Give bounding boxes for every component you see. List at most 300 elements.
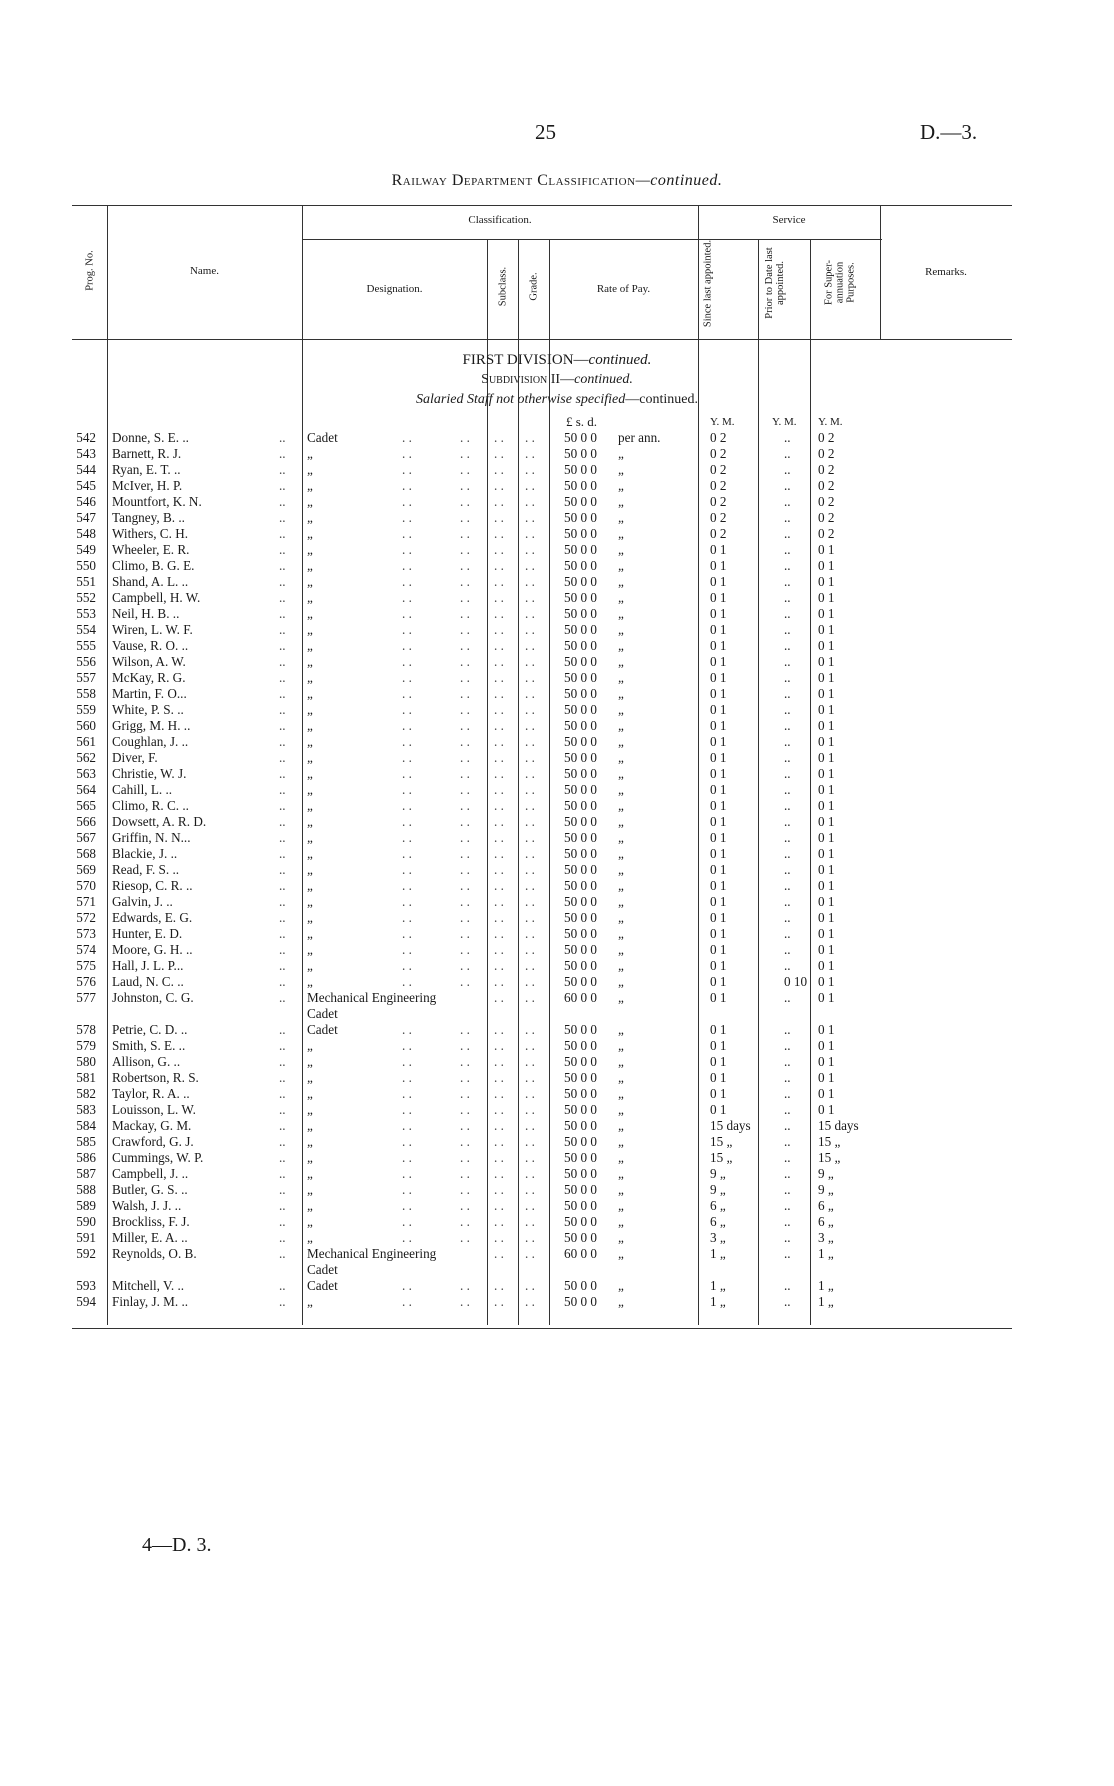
leader-dots: .. — [279, 878, 286, 893]
table-row — [0, 814, 1114, 830]
grade-dots: . . — [525, 494, 535, 509]
pay-unit: „ — [618, 686, 624, 701]
pay-unit: „ — [618, 638, 624, 653]
designation: „ — [307, 622, 313, 637]
subclass-dots: . . — [494, 1134, 504, 1149]
prog-no: 551 — [76, 574, 96, 589]
service-since-last: 0 1 — [710, 590, 727, 605]
designation: „ — [307, 654, 313, 669]
grade-dots: . . — [525, 622, 535, 637]
rate-of-pay: 60 0 0 — [564, 990, 597, 1005]
subclass-dots: . . — [494, 1086, 504, 1101]
prog-no: 594 — [76, 1294, 96, 1309]
rate-of-pay: 50 0 0 — [564, 1278, 597, 1293]
staff-name: Campbell, H. W. — [112, 590, 201, 605]
subclass-dots: . . — [494, 814, 504, 829]
prog-no: 578 — [76, 1022, 96, 1037]
designation: „ — [307, 798, 313, 813]
subclass-dots: . . — [494, 990, 504, 1005]
pay-unit: „ — [618, 558, 624, 573]
table-row — [0, 766, 1114, 782]
prog-no: 560 — [76, 718, 96, 733]
leader-dots: . . — [402, 1118, 412, 1133]
prog-no: 552 — [76, 590, 96, 605]
rate-of-pay: 50 0 0 — [564, 910, 597, 925]
leader-dots: .. — [279, 1230, 286, 1245]
leader-dots: . . — [402, 606, 412, 621]
service-since-last: 0 1 — [710, 622, 727, 637]
rate-of-pay: 50 0 0 — [564, 894, 597, 909]
service-superannuation: 0 1 — [818, 862, 835, 877]
rate-of-pay: 50 0 0 — [564, 958, 597, 973]
leader-dots: . . — [460, 702, 470, 717]
leader-dots: . . — [460, 622, 470, 637]
pay-unit: „ — [618, 494, 624, 509]
prog-no: 547 — [76, 510, 96, 525]
staff-name: Mitchell, V. .. — [112, 1278, 185, 1293]
leader-dots: . . — [460, 750, 470, 765]
service-prior: .. — [784, 462, 791, 477]
pay-unit: „ — [618, 1182, 624, 1197]
staff-name: Johnston, C. G. — [112, 990, 194, 1005]
prog-no: 575 — [76, 958, 96, 973]
staff-heading — [0, 392, 1114, 408]
service-prior: .. — [784, 830, 791, 845]
prog-no: 544 — [76, 462, 96, 477]
rate-of-pay: 50 0 0 — [564, 1086, 597, 1101]
prog-no: 566 — [76, 814, 96, 829]
grade-dots: . . — [525, 1102, 535, 1117]
service-superannuation: 1 „ — [818, 1294, 834, 1309]
staff-name: Coughlan, J. .. — [112, 734, 189, 749]
grade-dots: . . — [525, 558, 535, 573]
table-row — [0, 1246, 1114, 1262]
designation: „ — [307, 1054, 313, 1069]
service-superannuation: 0 2 — [818, 462, 835, 477]
service-since-last: 0 1 — [710, 686, 727, 701]
subdivision-heading — [0, 372, 1114, 388]
table-row — [0, 542, 1114, 558]
subclass-dots: . . — [494, 606, 504, 621]
designation: „ — [307, 702, 313, 717]
subdivision-continued: continued. — [574, 372, 633, 387]
rate-of-pay: 50 0 0 — [564, 1166, 597, 1181]
subclass-dots: . . — [494, 734, 504, 749]
pay-unit: „ — [618, 1198, 624, 1213]
prog-no: 562 — [76, 750, 96, 765]
staff-name: Shand, A. L. .. — [112, 574, 189, 589]
leader-dots: .. — [279, 1134, 286, 1149]
service-since-last: 0 1 — [710, 702, 727, 717]
rate-of-pay: 50 0 0 — [564, 622, 597, 637]
subclass-dots: . . — [494, 510, 504, 525]
service-since-last: 1 „ — [710, 1246, 726, 1261]
service-prior: .. — [784, 862, 791, 877]
rate-of-pay: 50 0 0 — [564, 782, 597, 797]
service-superannuation: 0 1 — [818, 1038, 835, 1053]
leader-dots: . . — [460, 1022, 470, 1037]
prog-no: 577 — [76, 990, 96, 1005]
service-superannuation: 0 1 — [818, 686, 835, 701]
table-row — [0, 750, 1114, 766]
leader-dots: . . — [460, 574, 470, 589]
title-main: Railway Department Classification — [391, 172, 636, 189]
staff-name: Finlay, J. M. .. — [112, 1294, 189, 1309]
designation: „ — [307, 1134, 313, 1149]
service-superannuation: 0 1 — [818, 542, 835, 557]
prog-no: 584 — [76, 1118, 96, 1133]
rate-of-pay: 50 0 0 — [564, 1038, 597, 1053]
subclass-dots: . . — [494, 1230, 504, 1245]
prog-no: 545 — [76, 478, 96, 493]
leader-dots: . . — [402, 654, 412, 669]
service-prior: .. — [784, 606, 791, 621]
service-prior: .. — [784, 510, 791, 525]
leader-dots: . . — [460, 590, 470, 605]
pay-unit: „ — [618, 718, 624, 733]
staff-label: Salaried Staff not otherwise specified — [416, 392, 626, 407]
service-superannuation: 15 „ — [818, 1150, 841, 1165]
prog-no: 571 — [76, 894, 96, 909]
leader-dots: .. — [279, 1054, 286, 1069]
subdivision-label: Subdivision II— — [481, 372, 575, 387]
leader-dots: . . — [460, 1086, 470, 1101]
service-prior: .. — [784, 846, 791, 861]
prog-no: 558 — [76, 686, 96, 701]
since-units: Y. M. — [710, 416, 735, 428]
subclass-dots: . . — [494, 686, 504, 701]
leader-dots: . . — [460, 910, 470, 925]
designation: „ — [307, 894, 313, 909]
service-superannuation: 1 „ — [818, 1246, 834, 1261]
service-since-last: 0 1 — [710, 814, 727, 829]
designation: „ — [307, 782, 313, 797]
leader-dots: .. — [279, 926, 286, 941]
designation: Mechanical Engineering — [307, 990, 437, 1005]
service-since-last: 0 1 — [710, 862, 727, 877]
leader-dots: . . — [402, 718, 412, 733]
staff-name: Cahill, L. .. — [112, 782, 173, 797]
table-row — [0, 910, 1114, 926]
leader-dots: . . — [402, 750, 412, 765]
leader-dots: . . — [402, 430, 412, 445]
grade-dots: . . — [525, 1150, 535, 1165]
staff-name: Cummings, W. P. — [112, 1150, 204, 1165]
leader-dots: . . — [402, 1294, 412, 1309]
table-row — [0, 990, 1114, 1006]
table-row — [0, 1198, 1114, 1214]
pay-unit: „ — [618, 910, 624, 925]
service-prior: .. — [784, 1246, 791, 1261]
subclass-dots: . . — [494, 1150, 504, 1165]
rate-of-pay: 50 0 0 — [564, 478, 597, 493]
staff-name: White, P. S. .. — [112, 702, 184, 717]
subclass-dots: . . — [494, 542, 504, 557]
service-prior: .. — [784, 1230, 791, 1245]
prog-no: 587 — [76, 1166, 96, 1181]
leader-dots: .. — [279, 846, 286, 861]
grade-dots: . . — [525, 446, 535, 461]
grade-dots: . . — [525, 1134, 535, 1149]
grade-dots: . . — [525, 590, 535, 605]
service-superannuation: 6 „ — [818, 1214, 834, 1229]
pay-unit: „ — [618, 670, 624, 685]
leader-dots: . . — [402, 494, 412, 509]
pay-unit: „ — [618, 1118, 624, 1133]
leader-dots: . . — [402, 1086, 412, 1101]
prog-no: 588 — [76, 1182, 96, 1197]
grade-dots: . . — [525, 990, 535, 1005]
leader-dots: . . — [460, 974, 470, 989]
service-since-last: 0 2 — [710, 526, 727, 541]
leader-dots: .. — [279, 1022, 286, 1037]
service-superannuation: 0 1 — [818, 894, 835, 909]
prog-no: 543 — [76, 446, 96, 461]
leader-dots: . . — [460, 798, 470, 813]
prog-no: 572 — [76, 910, 96, 925]
subclass-dots: . . — [494, 1198, 504, 1213]
grade-dots: . . — [525, 894, 535, 909]
service-superannuation: 0 1 — [818, 654, 835, 669]
leader-dots: . . — [460, 1118, 470, 1133]
rate-of-pay: 50 0 0 — [564, 430, 597, 445]
staff-name: Edwards, E. G. — [112, 910, 193, 925]
pay-unit: „ — [618, 926, 624, 941]
table-row — [0, 1230, 1114, 1246]
table-row — [0, 1166, 1114, 1182]
leader-dots: . . — [402, 766, 412, 781]
grade-dots: . . — [525, 462, 535, 477]
service-superannuation: 0 2 — [818, 478, 835, 493]
header-classification: Classification. — [468, 214, 532, 226]
leader-dots: . . — [402, 1054, 412, 1069]
service-prior: .. — [784, 526, 791, 541]
subclass-dots: . . — [494, 558, 504, 573]
header-rate-of-pay: Rate of Pay. — [596, 283, 651, 295]
service-superannuation: 0 1 — [818, 606, 835, 621]
service-superannuation: 0 1 — [818, 1102, 835, 1117]
service-prior: .. — [784, 910, 791, 925]
staff-name: Reynolds, O. B. — [112, 1246, 197, 1261]
service-superannuation: 0 2 — [818, 494, 835, 509]
service-superannuation: 0 1 — [818, 910, 835, 925]
leader-dots: . . — [460, 718, 470, 733]
leader-dots: . . — [460, 830, 470, 845]
pay-unit: „ — [618, 1230, 624, 1245]
grade-dots: . . — [525, 814, 535, 829]
service-superannuation: 0 1 — [818, 718, 835, 733]
pay-unit: „ — [618, 894, 624, 909]
table-row — [0, 894, 1114, 910]
leader-dots: .. — [279, 734, 286, 749]
prog-no: 592 — [76, 1246, 96, 1261]
pay-unit: „ — [618, 958, 624, 973]
prog-no: 585 — [76, 1134, 96, 1149]
service-since-last: 0 1 — [710, 990, 727, 1005]
leader-dots: . . — [460, 878, 470, 893]
service-superannuation: 0 1 — [818, 830, 835, 845]
service-since-last: 0 1 — [710, 846, 727, 861]
designation: „ — [307, 830, 313, 845]
subclass-dots: . . — [494, 494, 504, 509]
pay-unit: „ — [618, 590, 624, 605]
header-bottom-rule — [72, 339, 1012, 340]
pay-unit: „ — [618, 478, 624, 493]
service-superannuation: 0 1 — [818, 990, 835, 1005]
leader-dots: . . — [460, 734, 470, 749]
leader-dots: .. — [279, 1246, 286, 1261]
prog-no: 580 — [76, 1054, 96, 1069]
staff-name: Allison, G. .. — [112, 1054, 181, 1069]
service-since-last: 0 1 — [710, 1054, 727, 1069]
designation: Cadet — [307, 1022, 338, 1037]
prog-no: 563 — [76, 766, 96, 781]
service-superannuation: 0 1 — [818, 750, 835, 765]
designation: „ — [307, 590, 313, 605]
subclass-dots: . . — [494, 942, 504, 957]
grade-dots: . . — [525, 638, 535, 653]
service-prior: .. — [784, 670, 791, 685]
service-since-last: 0 2 — [710, 494, 727, 509]
subclass-dots: . . — [494, 430, 504, 445]
prog-no: 556 — [76, 654, 96, 669]
subclass-dots: . . — [494, 1278, 504, 1293]
service-since-last: 0 2 — [710, 430, 727, 445]
staff-name: Taylor, R. A. .. — [112, 1086, 190, 1101]
service-since-last: 1 „ — [710, 1294, 726, 1309]
leader-dots: .. — [279, 494, 286, 509]
grade-dots: . . — [525, 670, 535, 685]
pay-unit: „ — [618, 1086, 624, 1101]
table-row — [0, 1102, 1114, 1118]
grade-dots: . . — [525, 510, 535, 525]
service-prior: .. — [784, 1278, 791, 1293]
pay-unit: „ — [618, 606, 624, 621]
staff-name: Riesop, C. R. .. — [112, 878, 193, 893]
prog-no: 553 — [76, 606, 96, 621]
pay-unit: „ — [618, 1278, 624, 1293]
service-since-last: 0 1 — [710, 1038, 727, 1053]
table-row — [0, 574, 1114, 590]
designation: „ — [307, 846, 313, 861]
leader-dots: .. — [279, 574, 286, 589]
leader-dots: .. — [279, 1150, 286, 1165]
pay-unit: „ — [618, 750, 624, 765]
subclass-dots: . . — [494, 526, 504, 541]
designation: „ — [307, 1150, 313, 1165]
service-prior: .. — [784, 1198, 791, 1213]
prog-no: 548 — [76, 526, 96, 541]
table-row — [0, 718, 1114, 734]
subclass-dots: . . — [494, 766, 504, 781]
leader-dots: .. — [279, 814, 286, 829]
service-since-last: 0 1 — [710, 1070, 727, 1085]
leader-dots: . . — [460, 542, 470, 557]
table-row — [0, 590, 1114, 606]
service-superannuation: 0 2 — [818, 510, 835, 525]
pay-unit: „ — [618, 798, 624, 813]
service-superannuation: 0 1 — [818, 1086, 835, 1101]
leader-dots: . . — [460, 670, 470, 685]
table-row — [0, 526, 1114, 542]
service-since-last: 0 1 — [710, 894, 727, 909]
leader-dots: . . — [460, 1230, 470, 1245]
rate-of-pay: 50 0 0 — [564, 1214, 597, 1229]
staff-name: Crawford, G. J. — [112, 1134, 194, 1149]
grade-dots: . . — [525, 798, 535, 813]
leader-dots: . . — [402, 974, 412, 989]
leader-dots: . . — [402, 478, 412, 493]
prog-no: 554 — [76, 622, 96, 637]
service-superannuation: 0 1 — [818, 798, 835, 813]
service-prior: .. — [784, 702, 791, 717]
leader-dots: . . — [460, 526, 470, 541]
prog-no: 542 — [76, 430, 96, 445]
leader-dots: . . — [402, 830, 412, 845]
leader-dots: . . — [460, 478, 470, 493]
pay-unit: „ — [618, 1070, 624, 1085]
prog-no: 567 — [76, 830, 96, 845]
staff-name: Louisson, L. W. — [112, 1102, 196, 1117]
service-prior: .. — [784, 478, 791, 493]
leader-dots: .. — [279, 798, 286, 813]
leader-dots: . . — [402, 1038, 412, 1053]
leader-dots: .. — [279, 510, 286, 525]
designation: „ — [307, 910, 313, 925]
leader-dots: .. — [279, 686, 286, 701]
service-since-last: 0 2 — [710, 462, 727, 477]
service-superannuation: 0 2 — [818, 526, 835, 541]
table-row — [0, 1118, 1114, 1134]
service-prior: .. — [784, 958, 791, 973]
subclass-dots: . . — [494, 718, 504, 733]
leader-dots: .. — [279, 430, 286, 445]
staff-name: Read, F. S. .. — [112, 862, 180, 877]
service-superannuation: 0 1 — [818, 670, 835, 685]
leader-dots: . . — [402, 1182, 412, 1197]
leader-dots: . . — [402, 542, 412, 557]
prog-no: 593 — [76, 1278, 96, 1293]
designation: „ — [307, 542, 313, 557]
leader-dots: . . — [460, 782, 470, 797]
leader-dots: . . — [460, 686, 470, 701]
service-prior: .. — [784, 878, 791, 893]
staff-name: Grigg, M. H. .. — [112, 718, 191, 733]
subclass-dots: . . — [494, 702, 504, 717]
pay-unit: „ — [618, 942, 624, 957]
prog-no: 549 — [76, 542, 96, 557]
table-row — [0, 462, 1114, 478]
leader-dots: . . — [402, 862, 412, 877]
leader-dots: . . — [460, 894, 470, 909]
service-since-last: 15 „ — [710, 1134, 733, 1149]
pay-unit: „ — [618, 862, 624, 877]
grade-dots: . . — [525, 1086, 535, 1101]
rate-of-pay: 50 0 0 — [564, 718, 597, 733]
service-prior: .. — [784, 766, 791, 781]
leader-dots: . . — [460, 1038, 470, 1053]
service-superannuation: 0 1 — [818, 558, 835, 573]
subclass-dots: . . — [494, 1118, 504, 1133]
staff-name: Donne, S. E. .. — [112, 430, 189, 445]
service-prior: .. — [784, 1214, 791, 1229]
prog-no: 559 — [76, 702, 96, 717]
rate-of-pay: 50 0 0 — [564, 878, 597, 893]
prog-no: 582 — [76, 1086, 96, 1101]
service-since-last: 9 „ — [710, 1166, 726, 1181]
leader-dots: . . — [402, 622, 412, 637]
staff-name: Withers, C. H. — [112, 526, 189, 541]
